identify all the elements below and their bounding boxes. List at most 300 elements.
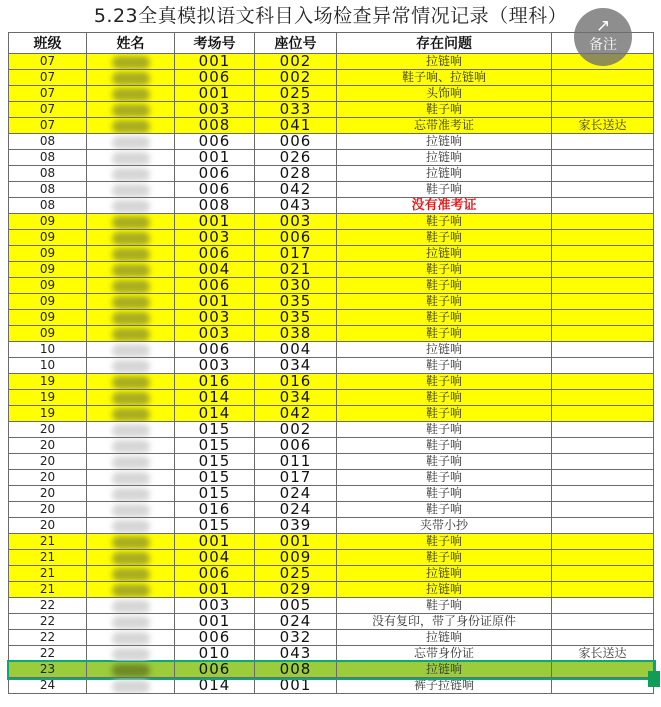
cell-class[interactable]: 07	[9, 118, 87, 134]
cell-note[interactable]	[552, 166, 654, 182]
cell-issue[interactable]: 鞋子响	[337, 278, 552, 294]
cell-name[interactable]	[87, 358, 175, 374]
cell-seat[interactable]: 025	[255, 86, 337, 102]
cell-class[interactable]: 20	[9, 454, 87, 470]
cell-exam-room[interactable]: 008	[175, 198, 255, 214]
cell-issue[interactable]: 没有准考证	[337, 198, 552, 214]
cell-issue[interactable]: 鞋子响	[337, 182, 552, 198]
cell-class[interactable]: 08	[9, 182, 87, 198]
cell-class[interactable]: 09	[9, 230, 87, 246]
cell-seat[interactable]: 001	[255, 678, 337, 694]
cell-seat[interactable]: 042	[255, 182, 337, 198]
cell-class[interactable]: 23	[9, 662, 87, 678]
table-row[interactable]	[9, 326, 654, 342]
table-row[interactable]	[9, 310, 654, 326]
table-body	[9, 54, 654, 694]
cell-seat[interactable]: 025	[255, 566, 337, 582]
cell-note[interactable]	[552, 454, 654, 470]
cell-note[interactable]	[552, 214, 654, 230]
cell-name[interactable]	[87, 662, 175, 678]
cell-name[interactable]	[87, 502, 175, 518]
cell-exam-room[interactable]: 014	[175, 678, 255, 694]
cell-exam-room[interactable]: 001	[175, 534, 255, 550]
cell-exam-room[interactable]: 001	[175, 294, 255, 310]
cell-note[interactable]	[552, 614, 654, 630]
cell-issue[interactable]: 鞋子响	[337, 438, 552, 454]
cell-class[interactable]: 09	[9, 310, 87, 326]
cell-note[interactable]	[552, 438, 654, 454]
cell-issue[interactable]: 鞋子响	[337, 294, 552, 310]
redacted-name	[112, 88, 150, 101]
cell-issue[interactable]: 拉链响	[337, 582, 552, 598]
cell-note[interactable]	[552, 230, 654, 246]
cell-issue[interactable]: 鞋子响	[337, 454, 552, 470]
cell-seat[interactable]: 043	[255, 646, 337, 662]
redacted-name	[112, 584, 150, 597]
cell-seat[interactable]: 004	[255, 342, 337, 358]
cell-class[interactable]: 20	[9, 502, 87, 518]
col-header-exam-room[interactable]: 考场号	[175, 33, 255, 54]
cell-seat[interactable]: 035	[255, 294, 337, 310]
cell-issue[interactable]: 拉链响	[337, 246, 552, 262]
cell-seat[interactable]: 030	[255, 278, 337, 294]
table-row[interactable]	[9, 534, 654, 550]
cell-exam-room[interactable]: 006	[175, 166, 255, 182]
table-row[interactable]	[9, 422, 654, 438]
table-row[interactable]	[9, 118, 654, 134]
table-row[interactable]	[9, 294, 654, 310]
table-row[interactable]	[9, 502, 654, 518]
cell-note[interactable]	[552, 246, 654, 262]
cell-seat[interactable]: 042	[255, 406, 337, 422]
cell-exam-room[interactable]: 006	[175, 182, 255, 198]
cell-name[interactable]	[87, 294, 175, 310]
cell-exam-room[interactable]: 004	[175, 550, 255, 566]
cell-note[interactable]	[552, 422, 654, 438]
cell-exam-room[interactable]: 006	[175, 630, 255, 646]
cell-class[interactable]: 09	[9, 246, 87, 262]
cell-seat[interactable]: 043	[255, 198, 337, 214]
table-row[interactable]	[9, 246, 654, 262]
table-row[interactable]	[9, 374, 654, 390]
cell-name[interactable]	[87, 406, 175, 422]
cell-name[interactable]	[87, 582, 175, 598]
remark-floating-button[interactable]	[574, 8, 632, 66]
cell-exam-room[interactable]: 006	[175, 662, 255, 678]
table-row[interactable]	[9, 198, 654, 214]
cell-issue[interactable]: 拉链响	[337, 150, 552, 166]
redacted-name	[112, 472, 150, 485]
table-row[interactable]	[9, 566, 654, 582]
cell-name[interactable]	[87, 454, 175, 470]
table-row[interactable]	[9, 70, 654, 86]
cell-name[interactable]	[87, 278, 175, 294]
redacted-name	[112, 264, 150, 277]
cell-seat[interactable]: 038	[255, 326, 337, 342]
cell-exam-room[interactable]: 001	[175, 150, 255, 166]
cell-note[interactable]	[552, 86, 654, 102]
cell-class[interactable]: 09	[9, 262, 87, 278]
table-row[interactable]	[9, 678, 654, 694]
cell-exam-room[interactable]: 004	[175, 262, 255, 278]
cell-class[interactable]: 08	[9, 134, 87, 150]
table-row[interactable]	[9, 150, 654, 166]
cell-exam-room[interactable]: 001	[175, 582, 255, 598]
cell-note[interactable]	[552, 518, 654, 534]
cell-class[interactable]: 09	[9, 326, 87, 342]
cell-issue[interactable]: 拉链响	[337, 134, 552, 150]
cell-class[interactable]: 09	[9, 214, 87, 230]
cell-exam-room[interactable]: 003	[175, 326, 255, 342]
cell-class[interactable]: 08	[9, 166, 87, 182]
cell-class[interactable]: 07	[9, 54, 87, 70]
redacted-name	[112, 328, 150, 341]
cell-name[interactable]	[87, 614, 175, 630]
cell-issue[interactable]: 鞋子响	[337, 310, 552, 326]
cell-issue[interactable]: 拉链响	[337, 662, 552, 678]
cell-issue[interactable]: 鞋子响	[337, 214, 552, 230]
cell-class[interactable]: 22	[9, 630, 87, 646]
cell-seat[interactable]: 006	[255, 134, 337, 150]
cell-seat[interactable]: 016	[255, 374, 337, 390]
table-row[interactable]	[9, 470, 654, 486]
cell-issue[interactable]: 鞋子响	[337, 390, 552, 406]
cell-name[interactable]	[87, 678, 175, 694]
cell-seat[interactable]: 041	[255, 118, 337, 134]
cell-issue[interactable]: 头饰响	[337, 86, 552, 102]
cell-class[interactable]: 09	[9, 278, 87, 294]
table-row[interactable]	[9, 486, 654, 502]
cell-note[interactable]	[552, 534, 654, 550]
col-header-seat[interactable]: 座位号	[255, 33, 337, 54]
cell-issue[interactable]: 拉链响	[337, 630, 552, 646]
cell-class[interactable]: 19	[9, 374, 87, 390]
table-row[interactable]	[9, 630, 654, 646]
table-row[interactable]	[9, 406, 654, 422]
cell-issue[interactable]: 拉链响	[337, 566, 552, 582]
cell-name[interactable]	[87, 134, 175, 150]
cell-note[interactable]	[552, 262, 654, 278]
col-header-class[interactable]: 班级	[9, 33, 87, 54]
cell-issue[interactable]: 鞋子响	[337, 230, 552, 246]
cell-issue[interactable]: 鞋子响	[337, 374, 552, 390]
cell-class[interactable]: 21	[9, 550, 87, 566]
cell-name[interactable]	[87, 630, 175, 646]
table-row[interactable]	[9, 662, 654, 678]
cell-issue[interactable]: 拉链响	[337, 54, 552, 70]
cell-exam-room[interactable]: 001	[175, 214, 255, 230]
cell-issue[interactable]: 忘带身份证	[337, 646, 552, 662]
cell-note[interactable]	[552, 678, 654, 694]
cell-seat[interactable]: 002	[255, 422, 337, 438]
cell-issue[interactable]: 鞋子响	[337, 422, 552, 438]
cell-issue[interactable]: 没有复印，带了身份证原件	[337, 614, 552, 630]
cell-issue[interactable]: 鞋子响	[337, 358, 552, 374]
cell-seat[interactable]: 003	[255, 214, 337, 230]
table-row[interactable]	[9, 134, 654, 150]
table-row[interactable]	[9, 278, 654, 294]
cell-note[interactable]	[552, 102, 654, 118]
table-row[interactable]	[9, 230, 654, 246]
cell-issue[interactable]: 鞋子响	[337, 534, 552, 550]
cell-name[interactable]	[87, 470, 175, 486]
cell-exam-room[interactable]: 001	[175, 86, 255, 102]
cell-issue[interactable]: 鞋子响	[337, 550, 552, 566]
cell-name[interactable]	[87, 342, 175, 358]
cell-seat[interactable]: 024	[255, 614, 337, 630]
cell-exam-room[interactable]: 015	[175, 470, 255, 486]
cell-name[interactable]	[87, 438, 175, 454]
cell-seat[interactable]: 039	[255, 518, 337, 534]
cell-note[interactable]	[552, 198, 654, 214]
cell-name[interactable]	[87, 230, 175, 246]
cell-note[interactable]	[552, 406, 654, 422]
cell-class[interactable]: 07	[9, 102, 87, 118]
redacted-name	[112, 136, 150, 149]
cell-name[interactable]	[87, 486, 175, 502]
cell-seat[interactable]: 024	[255, 486, 337, 502]
cell-note[interactable]: 家长送达	[552, 646, 654, 662]
cell-name[interactable]	[87, 422, 175, 438]
cell-note[interactable]	[552, 150, 654, 166]
cell-note[interactable]	[552, 374, 654, 390]
cell-issue[interactable]: 鞋子响	[337, 470, 552, 486]
table-row[interactable]	[9, 214, 654, 230]
cell-note[interactable]	[552, 598, 654, 614]
table-row[interactable]	[9, 102, 654, 118]
cell-note[interactable]	[552, 550, 654, 566]
cell-exam-room[interactable]: 006	[175, 134, 255, 150]
table-row[interactable]	[9, 54, 654, 70]
cell-seat[interactable]: 017	[255, 246, 337, 262]
cell-note[interactable]	[552, 326, 654, 342]
table-row[interactable]	[9, 614, 654, 630]
redacted-name	[112, 408, 150, 421]
cell-seat[interactable]: 009	[255, 550, 337, 566]
cell-class[interactable]: 21	[9, 582, 87, 598]
table-row[interactable]	[9, 358, 654, 374]
cell-note[interactable]	[552, 486, 654, 502]
cell-note[interactable]	[552, 566, 654, 582]
cell-class[interactable]: 10	[9, 358, 87, 374]
cell-exam-room[interactable]: 008	[175, 118, 255, 134]
cell-class[interactable]: 20	[9, 486, 87, 502]
cell-note[interactable]	[552, 294, 654, 310]
cell-seat[interactable]: 002	[255, 54, 337, 70]
cell-class[interactable]: 21	[9, 566, 87, 582]
cell-name[interactable]	[87, 262, 175, 278]
cell-class[interactable]: 22	[9, 614, 87, 630]
cell-name[interactable]	[87, 534, 175, 550]
cell-note[interactable]	[552, 630, 654, 646]
cell-note[interactable]	[552, 278, 654, 294]
cell-class[interactable]: 22	[9, 646, 87, 662]
cell-name[interactable]	[87, 598, 175, 614]
cell-exam-room[interactable]: 015	[175, 454, 255, 470]
cell-seat[interactable]: 001	[255, 534, 337, 550]
cell-issue[interactable]: 裤子拉链响	[337, 678, 552, 694]
cell-exam-room[interactable]: 003	[175, 102, 255, 118]
record-table[interactable]	[8, 32, 654, 694]
cell-note[interactable]	[552, 662, 654, 678]
cell-issue[interactable]: 夹带小抄	[337, 518, 552, 534]
table-row[interactable]	[9, 262, 654, 278]
cell-seat[interactable]: 035	[255, 310, 337, 326]
cell-issue[interactable]: 鞋子响、拉链响	[337, 70, 552, 86]
cell-note[interactable]	[552, 182, 654, 198]
cell-issue[interactable]: 鞋子响	[337, 406, 552, 422]
cell-exam-room[interactable]: 003	[175, 358, 255, 374]
cell-class[interactable]: 20	[9, 470, 87, 486]
cell-name[interactable]	[87, 246, 175, 262]
cell-seat[interactable]: 034	[255, 390, 337, 406]
cell-note[interactable]	[552, 310, 654, 326]
cell-exam-room[interactable]: 006	[175, 278, 255, 294]
cell-name[interactable]	[87, 86, 175, 102]
redacted-name	[112, 344, 150, 357]
cell-name[interactable]	[87, 326, 175, 342]
cell-class[interactable]: 20	[9, 518, 87, 534]
table-row[interactable]	[9, 518, 654, 534]
table-row[interactable]	[9, 438, 654, 454]
cell-class[interactable]: 22	[9, 598, 87, 614]
cell-name[interactable]	[87, 182, 175, 198]
cell-name[interactable]	[87, 214, 175, 230]
cell-exam-room[interactable]: 006	[175, 246, 255, 262]
cell-note[interactable]	[552, 390, 654, 406]
cell-issue[interactable]: 鞋子响	[337, 326, 552, 342]
cell-note[interactable]	[552, 134, 654, 150]
cell-seat[interactable]: 011	[255, 454, 337, 470]
table-row[interactable]	[9, 454, 654, 470]
cell-name[interactable]	[87, 646, 175, 662]
cell-class[interactable]: 08	[9, 198, 87, 214]
selection-drag-handle[interactable]	[648, 671, 660, 687]
cell-exam-room[interactable]: 010	[175, 646, 255, 662]
redacted-name	[112, 56, 150, 69]
cell-exam-room[interactable]: 001	[175, 614, 255, 630]
cell-seat[interactable]: 006	[255, 438, 337, 454]
cell-exam-room[interactable]: 016	[175, 502, 255, 518]
cell-note[interactable]	[552, 582, 654, 598]
cell-note[interactable]	[552, 342, 654, 358]
cell-seat[interactable]: 032	[255, 630, 337, 646]
cell-exam-room[interactable]: 003	[175, 598, 255, 614]
cell-seat[interactable]: 002	[255, 70, 337, 86]
table-row[interactable]	[9, 342, 654, 358]
cell-note[interactable]: 家长送达	[552, 118, 654, 134]
cell-name[interactable]	[87, 310, 175, 326]
cell-name[interactable]	[87, 198, 175, 214]
cell-class[interactable]: 08	[9, 150, 87, 166]
cell-exam-room[interactable]: 015	[175, 518, 255, 534]
cell-note[interactable]	[552, 502, 654, 518]
cell-issue[interactable]: 鞋子响	[337, 262, 552, 278]
col-header-name[interactable]: 姓名	[87, 33, 175, 54]
table-row[interactable]	[9, 582, 654, 598]
cell-class[interactable]: 21	[9, 534, 87, 550]
cell-name[interactable]	[87, 118, 175, 134]
cell-name[interactable]	[87, 390, 175, 406]
cell-issue[interactable]: 鞋子响	[337, 598, 552, 614]
cell-seat[interactable]: 017	[255, 470, 337, 486]
cell-seat[interactable]: 005	[255, 598, 337, 614]
redacted-name	[112, 600, 150, 613]
cell-issue[interactable]: 鞋子响	[337, 102, 552, 118]
table-row[interactable]	[9, 646, 654, 662]
table-row[interactable]	[9, 182, 654, 198]
cell-class[interactable]: 24	[9, 678, 87, 694]
cell-name[interactable]	[87, 166, 175, 182]
cell-name[interactable]	[87, 566, 175, 582]
cell-class[interactable]: 07	[9, 86, 87, 102]
cell-exam-room[interactable]: 006	[175, 566, 255, 582]
table-row[interactable]	[9, 86, 654, 102]
cell-name[interactable]	[87, 550, 175, 566]
cell-exam-room[interactable]: 006	[175, 342, 255, 358]
cell-seat[interactable]: 026	[255, 150, 337, 166]
cell-seat[interactable]: 024	[255, 502, 337, 518]
cell-seat[interactable]: 033	[255, 102, 337, 118]
col-header-issue[interactable]: 存在问题	[337, 33, 552, 54]
cell-exam-room[interactable]: 003	[175, 310, 255, 326]
cell-name[interactable]	[87, 150, 175, 166]
cell-seat[interactable]: 029	[255, 582, 337, 598]
cell-name[interactable]	[87, 374, 175, 390]
cell-name[interactable]	[87, 102, 175, 118]
table-row[interactable]	[9, 550, 654, 566]
cell-issue[interactable]: 忘带准考证	[337, 118, 552, 134]
cell-seat[interactable]: 008	[255, 662, 337, 678]
cell-exam-room[interactable]: 015	[175, 486, 255, 502]
cell-class[interactable]: 19	[9, 406, 87, 422]
redacted-name	[112, 184, 150, 197]
cell-seat[interactable]: 034	[255, 358, 337, 374]
cell-exam-room[interactable]: 014	[175, 390, 255, 406]
cell-class[interactable]: 10	[9, 342, 87, 358]
cell-exam-room[interactable]: 015	[175, 438, 255, 454]
cell-exam-room[interactable]: 003	[175, 230, 255, 246]
cell-class[interactable]: 07	[9, 70, 87, 86]
cell-note[interactable]	[552, 70, 654, 86]
cell-note[interactable]	[552, 358, 654, 374]
cell-issue[interactable]: 鞋子响	[337, 486, 552, 502]
cell-exam-room[interactable]: 014	[175, 406, 255, 422]
cell-issue[interactable]: 鞋子响	[337, 502, 552, 518]
cell-class[interactable]: 20	[9, 438, 87, 454]
cell-name[interactable]	[87, 70, 175, 86]
cell-seat[interactable]: 021	[255, 262, 337, 278]
cell-issue[interactable]: 拉链响	[337, 342, 552, 358]
cell-class[interactable]: 19	[9, 390, 87, 406]
cell-class[interactable]: 09	[9, 294, 87, 310]
cell-name[interactable]	[87, 54, 175, 70]
table-row[interactable]	[9, 166, 654, 182]
table-row[interactable]	[9, 598, 654, 614]
redacted-name	[112, 392, 150, 405]
cell-name[interactable]	[87, 518, 175, 534]
table-row[interactable]	[9, 390, 654, 406]
cell-exam-room[interactable]: 016	[175, 374, 255, 390]
cell-issue[interactable]: 拉链响	[337, 166, 552, 182]
cell-class[interactable]: 20	[9, 422, 87, 438]
cell-note[interactable]	[552, 470, 654, 486]
cell-seat[interactable]: 006	[255, 230, 337, 246]
cell-seat[interactable]: 028	[255, 166, 337, 182]
cell-exam-room[interactable]: 001	[175, 54, 255, 70]
cell-exam-room[interactable]: 006	[175, 70, 255, 86]
cell-exam-room[interactable]: 015	[175, 422, 255, 438]
